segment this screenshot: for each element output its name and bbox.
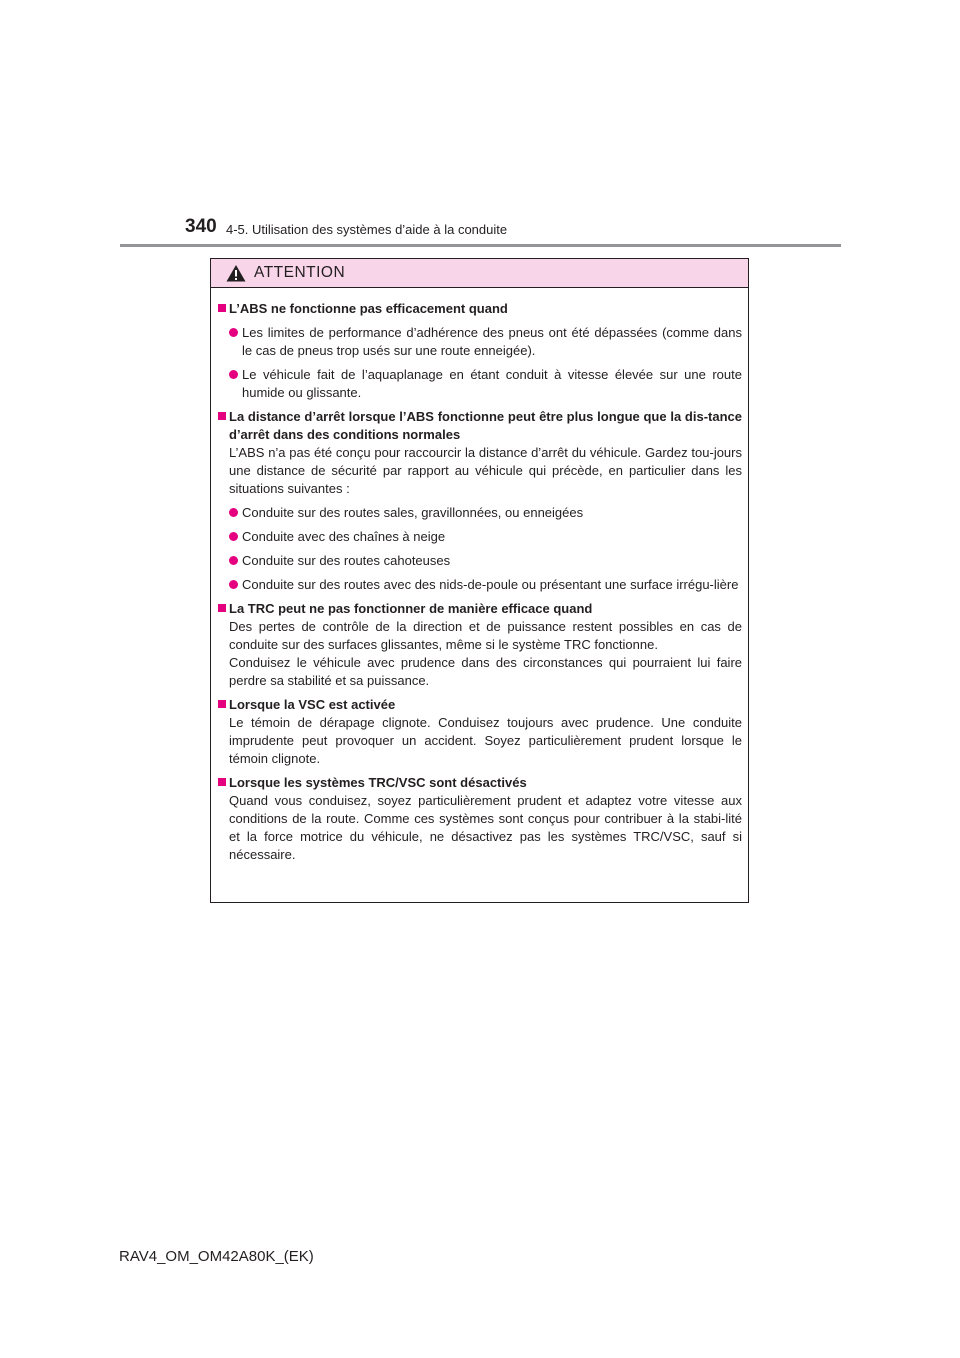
list-item-text: Conduite sur des routes sales, gravillonnées, ou enneigées xyxy=(242,505,584,520)
circle-bullet-icon xyxy=(229,370,238,379)
item-heading xyxy=(218,696,742,714)
list-item xyxy=(218,366,742,402)
circle-bullet-icon xyxy=(229,532,238,541)
circle-bullet-icon xyxy=(229,328,238,337)
attention-item-stopping-distance xyxy=(218,408,742,594)
item-paragraph: Conduisez le véhicule avec prudence dans des circonstances qui pourraient lui faire perdre sa stabilité et sa puissance. xyxy=(229,655,742,688)
item-heading xyxy=(218,300,742,318)
attention-item-abs-inefficient xyxy=(218,300,742,402)
list-item xyxy=(218,552,742,570)
square-bullet-icon xyxy=(218,778,226,786)
list-item-text: Les limites de performance d’adhérence des pneus ont été dépassées (comme dans le cas de pneus trop usés sur une route enneigée). xyxy=(242,325,742,358)
list-item xyxy=(218,324,742,360)
attention-title: ATTENTION xyxy=(254,264,346,281)
attention-item-trc xyxy=(218,600,742,690)
item-heading-text: Lorsque les systèmes TRC/VSC sont désactivés xyxy=(229,775,527,790)
circle-bullet-icon xyxy=(229,580,238,589)
attention-header xyxy=(211,259,748,288)
list-item xyxy=(218,504,742,522)
item-heading xyxy=(218,600,742,618)
square-bullet-icon xyxy=(218,700,226,708)
section-title: 4-5. Utilisation des systèmes d’aide à la conduite xyxy=(226,222,508,237)
attention-box xyxy=(210,258,749,903)
square-bullet-icon xyxy=(218,604,226,612)
list-item-text: Le véhicule fait de l’aquaplanage en étant conduit à vitesse élevée sur une route humide ou glissante. xyxy=(242,367,742,400)
warning-triangle-icon xyxy=(226,264,246,282)
list-item xyxy=(218,528,742,546)
item-heading-text: La TRC peut ne pas fonctionner de manière efficace quand xyxy=(229,601,593,616)
list-item-text: Conduite sur des routes avec des nids-de-poule ou présentant une surface irrégu-lière xyxy=(242,577,739,592)
item-heading xyxy=(218,408,742,444)
item-paragraph: Le témoin de dérapage clignote. Conduisez toujours avec prudence. Une conduite imprudente peut provoquer un accident. Soyez particulièrement prudent lorsque le témoin clignote. xyxy=(229,715,742,766)
attention-body xyxy=(211,288,748,864)
circle-bullet-icon xyxy=(229,556,238,565)
item-paragraph: L’ABS n’a pas été conçu pour raccourcir la distance d’arrêt du véhicule. Gardez tou-jours une distance de sécurité par rapport au véhicule qui précède, en particulier dans les situations suivantes : xyxy=(229,445,742,496)
item-heading-text: Lorsque la VSC est activée xyxy=(229,697,396,712)
page-number: 340 xyxy=(185,216,217,237)
attention-item-vsc-active xyxy=(218,696,742,768)
attention-item-trc-vsc-off xyxy=(218,774,742,864)
list-item-text: Conduite sur des routes cahoteuses xyxy=(242,553,451,568)
list-item-text: Conduite avec des chaînes à neige xyxy=(242,529,446,544)
square-bullet-icon xyxy=(218,304,226,312)
item-heading-text: La distance d’arrêt lorsque l’ABS fonctionne peut être plus longue que la dis-tance d’arrêt dans des conditions normales xyxy=(229,409,742,442)
circle-bullet-icon xyxy=(229,508,238,517)
header-rule xyxy=(120,244,841,247)
list-item xyxy=(218,576,742,594)
item-paragraph: Quand vous conduisez, soyez particulièrement prudent et adaptez votre vitesse aux conditions de la route. Comme ces systèmes sont conçus pour contribuer à la stabi-lité et la force motrice du véhicule, ne désactivez pas les systèmes TRC/VSC, sauf si nécessaire. xyxy=(229,793,742,862)
item-heading xyxy=(218,774,742,792)
document-code: RAV4_OM_OM42A80K_(EK) xyxy=(119,1248,314,1265)
square-bullet-icon xyxy=(218,412,226,420)
item-paragraph: Des pertes de contrôle de la direction et de puissance restent possibles en cas de conduite sur des surfaces glissantes, même si le système TRC fonctionne. xyxy=(229,619,742,652)
item-heading-text: L’ABS ne fonctionne pas efficacement quand xyxy=(229,301,508,316)
